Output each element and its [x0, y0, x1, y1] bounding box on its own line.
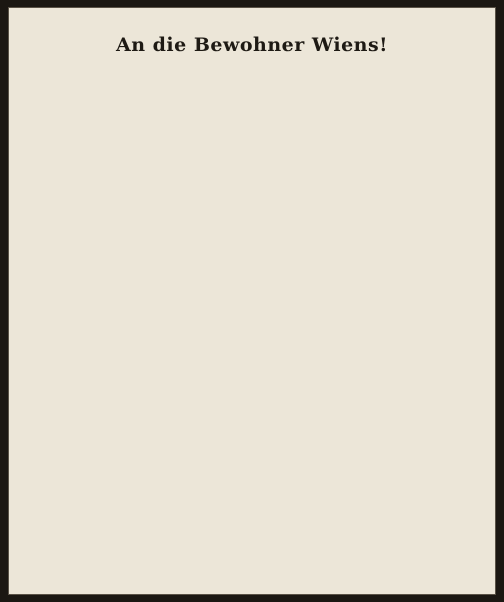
- page-title: An die Bewohner Wiens!: [115, 34, 389, 56]
- broadsheet-page: [8, 7, 496, 595]
- body-text: [25, 68, 479, 578]
